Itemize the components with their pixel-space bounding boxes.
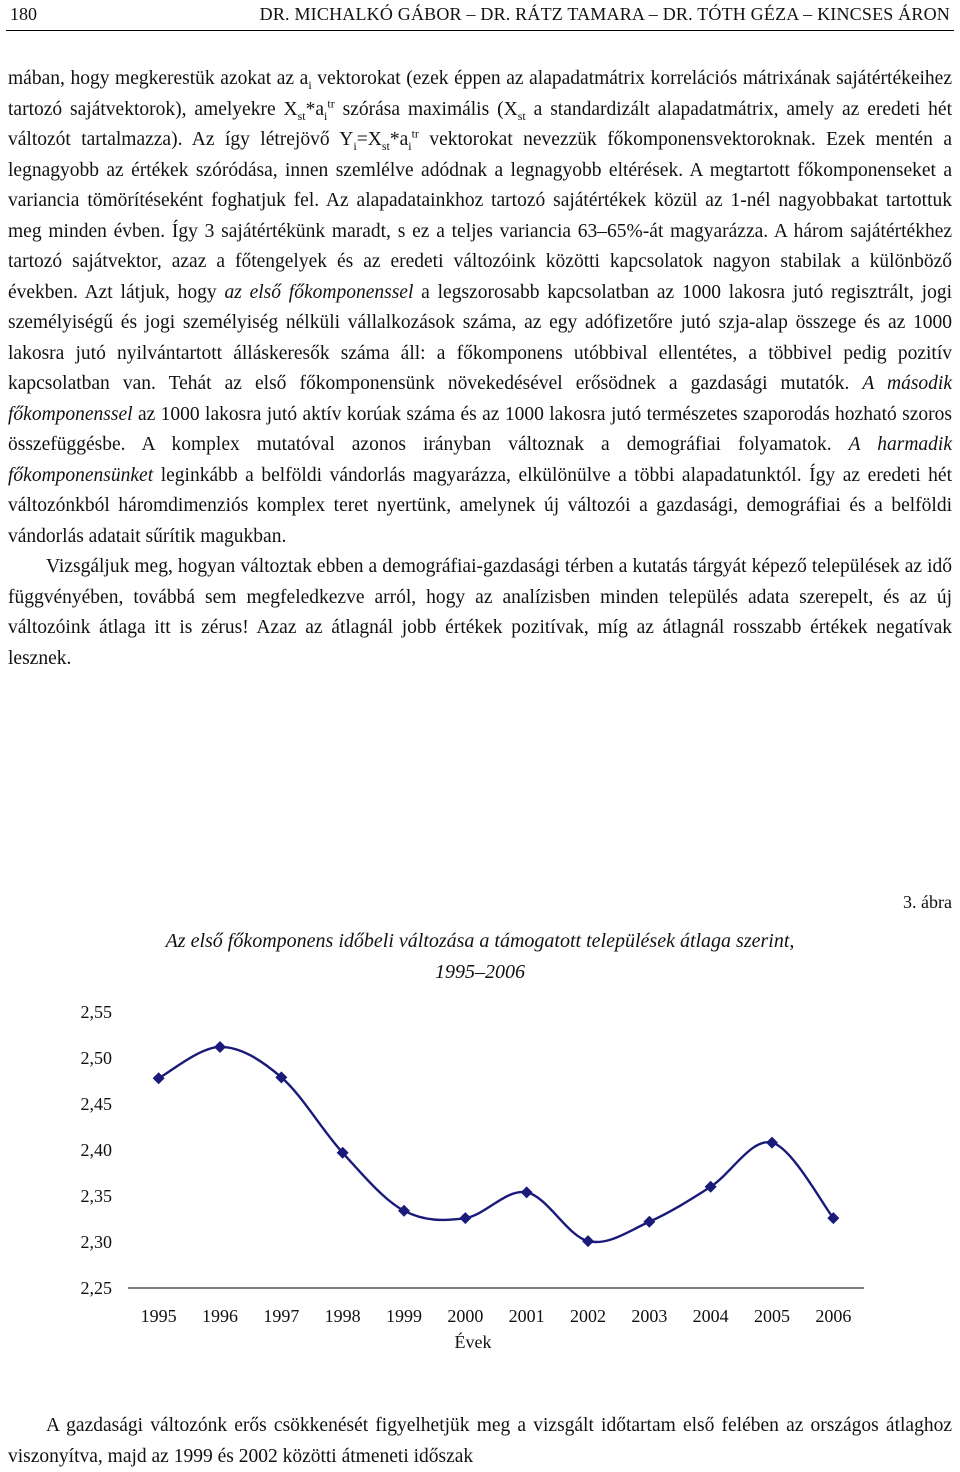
x-tick-label: 2003 — [631, 1306, 668, 1326]
y-tick-labels — [81, 1002, 113, 1298]
x-tick-label: 2000 — [447, 1306, 484, 1326]
data-point-marker — [766, 1137, 778, 1149]
x-tick-label: 1996 — [202, 1306, 238, 1326]
y-tick-label: 2,30 — [80, 1232, 112, 1252]
body-text — [8, 64, 952, 674]
x-tick-label: 1995 — [140, 1306, 177, 1326]
running-title: DR. MICHALKÓ GÁBOR – DR. RÁTZ TAMARA – DR. TÓTH GÉZA – KINCSES ÁRON — [259, 4, 950, 24]
data-point-marker — [214, 1041, 226, 1053]
x-tick-label: 1999 — [386, 1306, 422, 1326]
x-tick-label: 1997 — [263, 1306, 300, 1326]
y-tick-label: 2,25 — [80, 1278, 112, 1298]
figure-label: 3. ábra — [903, 892, 952, 912]
x-tick-label: 2006 — [815, 1306, 852, 1326]
x-tick-labels — [141, 1306, 852, 1326]
header-rule — [6, 30, 954, 31]
figure-title-line-2: 1995–2006 — [435, 961, 525, 983]
data-point-marker — [459, 1212, 471, 1224]
figure-title-line-1: Az első főkomponens időbeli változása a támogatott települések átlaga szerint, — [165, 930, 795, 952]
data-point-marker — [521, 1186, 533, 1198]
y-tick-label: 2,35 — [80, 1186, 112, 1206]
data-point-marker — [582, 1235, 594, 1247]
x-axis-label: Évek — [454, 1332, 492, 1352]
continuation-text — [8, 1410, 952, 1472]
data-point-marker — [643, 1216, 655, 1228]
x-tick-label: 1998 — [324, 1306, 361, 1326]
y-tick-label: 2,45 — [80, 1094, 112, 1114]
x-tick-label: 2001 — [508, 1306, 545, 1326]
running-header — [10, 4, 950, 26]
series-markers — [153, 1041, 840, 1247]
paragraph-1: mában, hogy megkerestük azokat az $a_i$ vektorokat (ezek éppen az alapadatmátrix korrelációs mátrixának sajátértékeihez tartozó sajátvektorok), amelyekre $X_{st}*a_i^{tr}$ szórása maximális ($X_{st}$ a standardizált alapadatmátrix, amely az eredeti hét változót tartalmazza). Az így létrejövő $Y_i=X_{st}*a_i^{tr}$ vektorokat nevezzük főkomponensvektoroknak. Ezek mentén a legnagyobb az értékek szóródása, innen szemlélve adódnak a legnagyobb eltérések. A megtartott főkomponenseket a variancia tömörítéseként foghatjuk fel. Az alapadatainkhoz tartozó sajátértékek közül az 1-nél nagyobbakat tartottuk meg minden évben. Így 3 sajátértékünk maradt, s ez a teljes variancia 63–65%-át magyarázza. A három sajátértékhez tartozó sajátvektor, azaz a főtengelyek és az eredeti változóink közötti kapcsolatok nagyon stabilak a különböző években. Azt látjuk, hogy az első főkomponenssel a legszorosabb kapcsolatban az 1000 lakosra jutó regisztrált, jogi személyiségű és jogi személyiség nélküli vállalkozások száma, az egy adófizetőre jutó szja-alap összege és az 1000 lakosra jutó nyilvántartott álláskeresők száma áll: a főkomponens utóbbival ellentétes, a többivel pedig pozitív kapcsolatban van. Tehát az első főkomponensünk növekedésével erősödnek a gazdasági mutatók. A második főkomponenssel az 1000 lakosra jutó aktív korúak száma és az 1000 lakosra jutó természetes szaporodás hozható szoros összefüggésbe. A komplex mutatóval azonos irányban változnak a demográfiai folyamatok. A harmadik főkomponensünket leginkább a belföldi vándorlás magyarázza, elkülönülve a többi alapadatunktól. Így az eredeti hét változónkból háromdimenziós komplex teret nyertünk, amelynek új változói a gazdasági, demográfiai és a belföldi vándorlás adatait sűrítik magukban. — [8, 68, 953, 547]
paragraph-3: A gazdasági változónk erős csökkenését figyelhetjük meg a vizsgált időtartam első felében az országos átlaghoz viszonyítva, majd az 1999 és 2002 közötti átmeneti időszak — [8, 1415, 952, 1467]
x-tick-label: 2002 — [570, 1306, 606, 1326]
y-tick-label: 2,40 — [80, 1140, 112, 1160]
paragraph-2: Vizsgáljuk meg, hogyan változtak ebben a demográfiai-gazdasági térben a kutatás tárgyát képező települések az idő függvényében, továbbá sem megfeledkezve arról, hogy az analízisben minden település adata szerepelt, és az új változóink átlaga itt is zérus! Azaz az átlagnál jobb értékek pozitívak, míg az átlagnál rosszabb értékek negatívak lesznek. — [8, 556, 952, 669]
line-chart — [0, 990, 960, 1360]
x-tick-label: 2005 — [754, 1306, 790, 1326]
x-tick-label: 2004 — [692, 1306, 729, 1326]
data-point-marker — [153, 1072, 165, 1084]
page-number: 180 — [10, 4, 37, 24]
y-tick-label: 2,55 — [80, 1002, 112, 1022]
data-point-marker — [398, 1205, 410, 1217]
y-tick-label: 2,50 — [80, 1048, 112, 1068]
series-line — [159, 1047, 834, 1242]
figure-title — [40, 926, 920, 988]
